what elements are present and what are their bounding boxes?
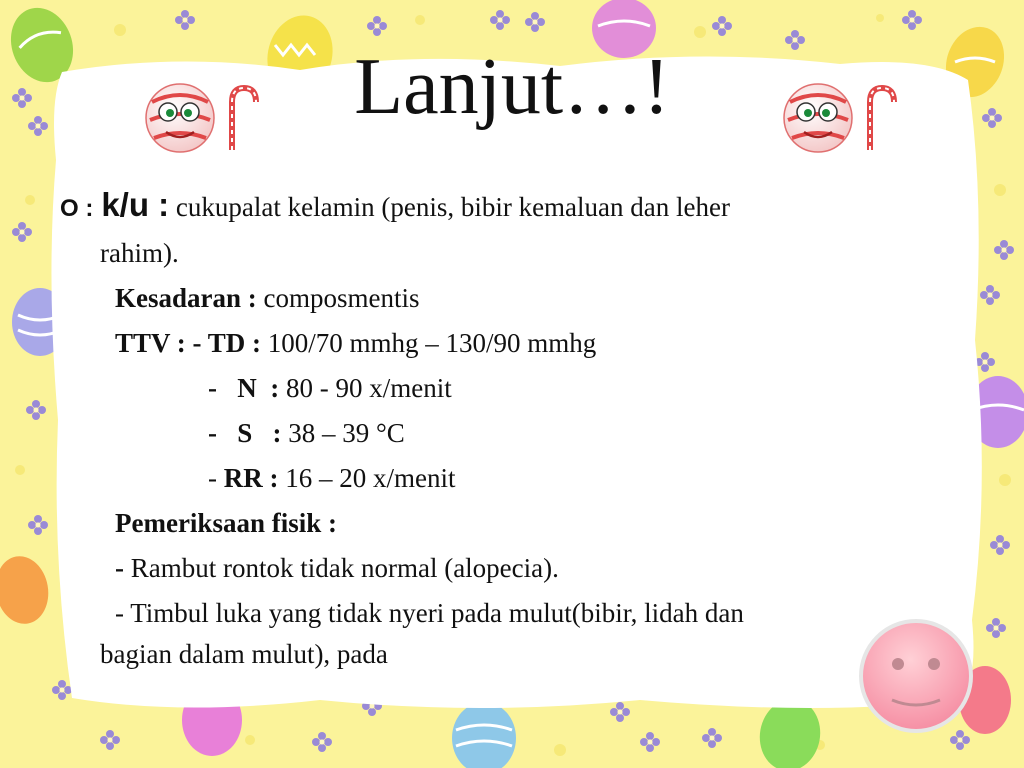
rr-label: RR : [223, 463, 279, 493]
pemeriksaan-label: Pemeriksaan fisik : [115, 508, 337, 538]
n-line [60, 366, 950, 411]
kesadaran-value: composmentis [263, 283, 420, 313]
ttv-value: 100/70 mmhg – 130/90 mmhg [267, 328, 597, 358]
s-label: - S : [208, 418, 282, 448]
s-line [60, 411, 950, 456]
kesadaran-label: Kesadaran : [115, 283, 257, 313]
n-label: - N : [208, 373, 280, 403]
rambut-line [60, 546, 950, 591]
timbul-line: - Timbul luka yang tidak nyeri pada mulut(bibir, lidah dan [115, 598, 744, 628]
ku-continuation: rahim). [100, 238, 179, 268]
rr-value: 16 – 20 x/menit [285, 463, 456, 493]
s-value: 38 – 39 °C [288, 418, 405, 448]
slide-body [60, 180, 950, 672]
rambut-text: Rambut rontok tidak normal (alopecia). [130, 553, 559, 583]
ku-text: cukupalat kelamin (penis, bibir kemaluan dan leher [175, 192, 730, 222]
n-value: 80 - 90 x/menit [285, 373, 452, 403]
rr-dash: - [208, 463, 217, 493]
rambut-dash: - [115, 553, 124, 583]
kesadaran-line [60, 276, 950, 321]
timbul-continuation: bagian dalam mulut), pada [100, 639, 388, 669]
rr-line [60, 456, 950, 501]
ttv-line [60, 321, 950, 366]
egg-icon [452, 702, 516, 768]
slide-title: Lanjut…! [354, 43, 670, 131]
egg-icon [0, 552, 54, 628]
objective-line [60, 182, 950, 231]
ku-label: k/u : [101, 186, 170, 223]
ttv-label: TTV : - TD : [115, 328, 262, 358]
bullet-o: O : [60, 195, 94, 222]
